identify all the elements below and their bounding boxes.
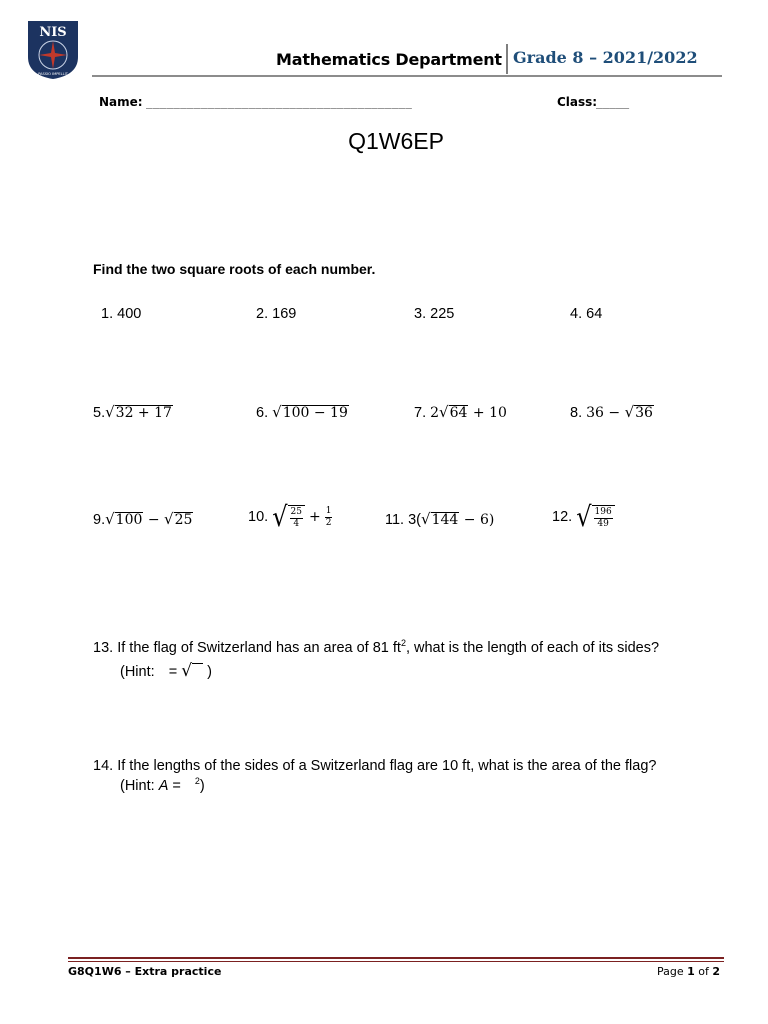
hint-label: (Hint:: [120, 777, 155, 794]
department-title: Mathematics Department: [276, 50, 502, 69]
minuend: 36 −: [586, 405, 625, 421]
class-label: Class:: [557, 95, 598, 109]
question-2: [256, 306, 296, 322]
page-total: 2: [712, 965, 721, 978]
header-rule: [92, 75, 722, 77]
question-value: 400: [117, 306, 142, 322]
question-5: [93, 403, 173, 421]
page-label: Page: [657, 965, 684, 978]
operator: −: [143, 512, 165, 528]
question-14: [93, 758, 656, 774]
question-13-hint: [120, 661, 212, 681]
question-number: 1.: [101, 306, 114, 322]
hint-label: (Hint:: [120, 664, 155, 680]
class-field[interactable]: _____: [596, 96, 630, 109]
question-1: [101, 306, 141, 322]
denominator: 2: [325, 517, 332, 528]
logo-motto: PASSIO IMPELLIT: [38, 72, 68, 76]
worksheet-title: Q1W6EP: [348, 128, 444, 154]
radicand: 100 − 19: [282, 405, 348, 421]
question-value: 225: [430, 306, 455, 322]
radical-sign: √: [105, 403, 115, 421]
name-label: Name:: [99, 95, 143, 109]
question-number: 14.: [93, 758, 114, 774]
radical-sign: √: [105, 510, 115, 528]
question-number: 8.: [570, 405, 583, 421]
radical-sign: √: [421, 510, 431, 528]
question-number: 4.: [570, 306, 583, 322]
question-number: 2.: [256, 306, 269, 322]
radicand: 144: [431, 512, 459, 528]
question-number: 10.: [248, 509, 269, 525]
addend: + 10: [468, 405, 507, 421]
page-indicator: [657, 965, 720, 978]
question-13: [93, 638, 659, 656]
logo-text: NIS: [39, 25, 67, 40]
question-number: 12.: [552, 509, 573, 525]
subtrahend: − 6): [459, 512, 495, 528]
radical-sign: √: [624, 403, 635, 421]
question-number: 6.: [256, 405, 269, 421]
question-12: [552, 500, 615, 534]
radical-sign: √: [272, 403, 282, 421]
exponent: 2: [400, 638, 406, 648]
radicand: 25: [174, 512, 193, 528]
radicand: 32 + 17: [115, 405, 172, 421]
radical-sign: √: [439, 403, 449, 421]
numerator: 196: [594, 507, 612, 517]
radicand: [288, 505, 305, 529]
radicand: [192, 663, 203, 676]
question-text: If the flag of Switzerland has an area of 81 ft: [117, 639, 401, 656]
equals-sign: =: [168, 664, 178, 680]
header-separator: [506, 44, 508, 74]
footer-rule-thin: [68, 961, 724, 962]
question-number: 13.: [93, 639, 114, 656]
question-11: [385, 510, 494, 528]
question-number: 7.: [414, 405, 427, 421]
question-text: If the lengths of the sides of a Switzerland flag are 10 ft, what is the area of the flag?: [117, 758, 657, 774]
question-7: [414, 403, 507, 421]
page-number: 1: [687, 965, 695, 978]
question-10: [248, 500, 332, 534]
question-number: 5.: [93, 405, 106, 421]
question-8: [570, 403, 654, 421]
radicand: 36: [635, 405, 653, 421]
question-value: 169: [272, 306, 297, 322]
question-number: 11. 3(: [385, 512, 422, 528]
question-6: [256, 403, 349, 421]
denominator: 49: [597, 519, 609, 529]
radical-sign: √: [272, 500, 288, 534]
question-number: 9.: [93, 512, 106, 528]
instruction: Find the two square roots of each number.: [93, 261, 376, 277]
question-9: [93, 510, 193, 528]
grade-year: Grade 8 – 2021/2022: [513, 48, 698, 67]
radical-sign: √: [164, 510, 174, 528]
hint-close: ): [199, 777, 205, 794]
operator: +: [308, 509, 321, 525]
radical-sign: √: [576, 500, 592, 534]
question-14-hint: [120, 776, 205, 794]
radicand: 64: [449, 405, 468, 421]
question-4: [570, 306, 602, 322]
area-variable: A: [158, 777, 169, 794]
footer-code: G8Q1W6 – Extra practice: [68, 965, 222, 978]
question-number: 3.: [414, 306, 427, 322]
school-logo: [26, 19, 80, 81]
denominator: 4: [293, 519, 300, 529]
hint-close: ): [207, 664, 212, 680]
name-field[interactable]: _______________________________________: [146, 96, 413, 109]
equals-sign: =: [172, 777, 181, 794]
question-text: , what is the length of each of its sides?: [405, 639, 660, 656]
radicand: [592, 505, 615, 529]
footer-rule: [68, 957, 724, 959]
exponent: 2: [194, 776, 200, 786]
numerator: 1: [325, 505, 332, 516]
of-label: of: [698, 965, 709, 978]
radical-sign: √: [181, 661, 193, 681]
question-value: 64: [586, 306, 603, 322]
numerator: 25: [290, 507, 302, 517]
coefficient: 2: [430, 405, 440, 421]
radicand: 100: [115, 512, 143, 528]
question-3: [414, 306, 454, 322]
